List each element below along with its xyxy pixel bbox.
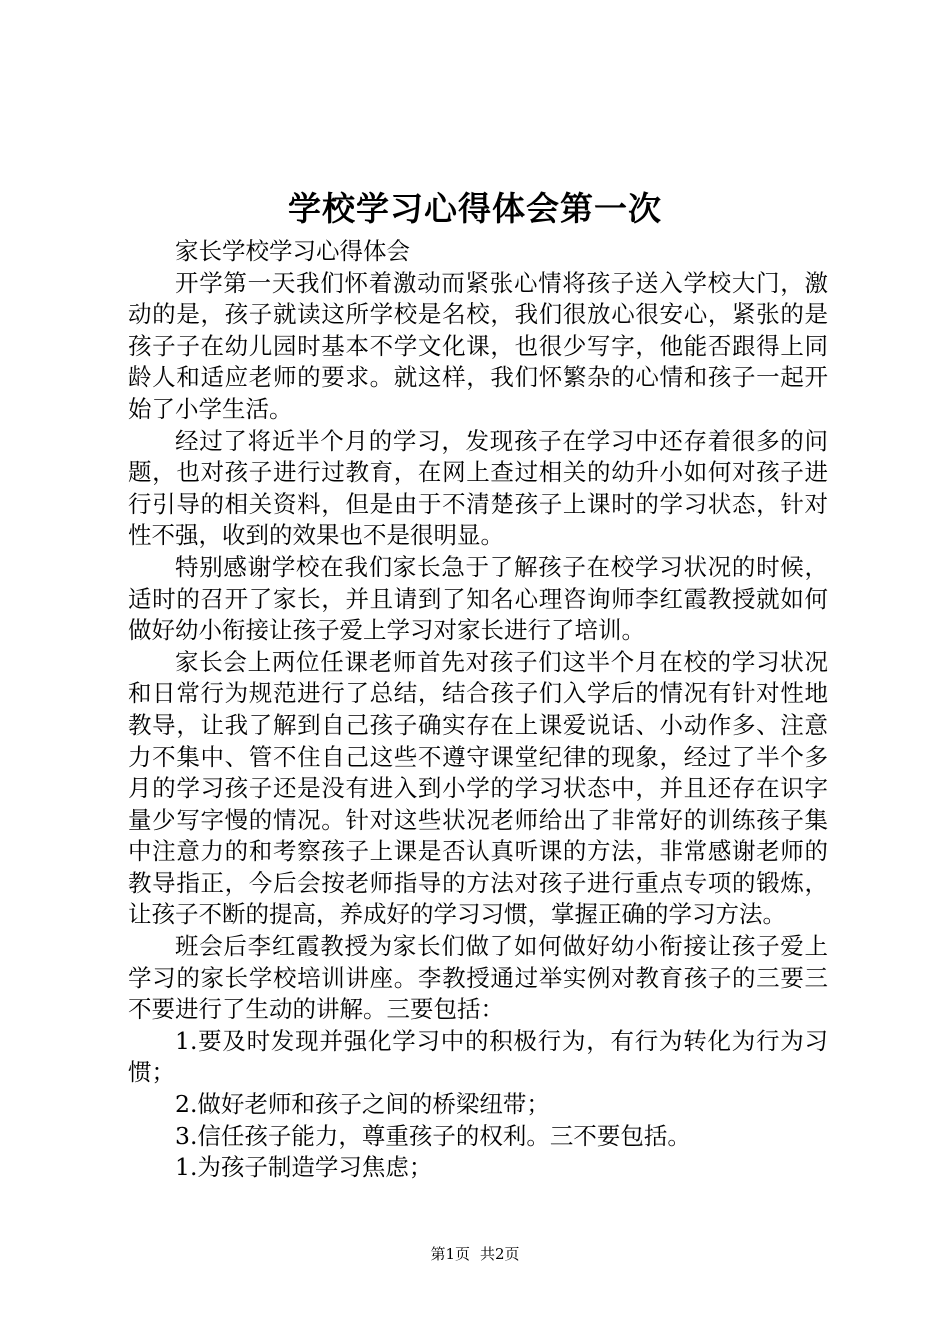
page-total: 共2页 bbox=[480, 1245, 520, 1263]
page-footer bbox=[0, 1244, 950, 1264]
list-item: 3.信任孩子能力，尊重孩子的权利。三不要包括。 bbox=[175, 1121, 691, 1150]
paragraph: 经过了将近半个月的学习，发现孩子在学习中还存着很多的问题，也对孩子进行过教育，在网上查过相关的幼升小如何对孩子进行引导的相关资料，但是由于不清楚孩子上课时的学习状态，针对性不强，收到的效果也不是很明显。 bbox=[128, 426, 828, 550]
list-item: 1.为孩子制造学习焦虑； bbox=[175, 1153, 433, 1182]
page-number: 第1页 bbox=[430, 1245, 470, 1263]
paragraph: 班会后李红霞教授为家长们做了如何做好幼小衔接让孩子爱上学习的家长学校培训讲座。李教授通过举实例对教育孩子的三要三不要进行了生动的讲解。三要包括： bbox=[128, 932, 828, 1024]
document-body bbox=[128, 236, 828, 1184]
document-title: 学校学习心得体会第一次 bbox=[288, 189, 662, 228]
paragraph: 特别感谢学校在我们家长急于了解孩子在校学习状况的时候，适时的召开了家长，并且请到了知名心理咨询师李红霞教授就如何做好幼小衔接让孩子爱上学习对家长进行了培训。 bbox=[128, 552, 828, 645]
paragraph: 家长会上两位任课老师首先对孩子们这半个月在校的学习状况和日常行为规范进行了总结，结合孩子们入学后的情况有针对性地教导，让我了解到自己孩子确实存在上课爱说话、小动作多、注意力不集中、管不住自己这些不遵守课堂纪律的现象，经过了半个多月的学习孩子还是没有进入到小学的学习状态中，并且还存在识字量少写字慢的情况。针对这些状况老师给出了非常好的训练孩子集中注意力的和考察孩子上课是否认真听课的方法，非常感谢老师的教导指正，今后会按老师指导的方法对孩子进行重点专项的锻炼，让孩子不断的提高，养成好的学习习惯，掌握正确的学习方法。 bbox=[128, 647, 828, 929]
list-item: 1.要及时发现并强化学习中的积极行为，有行为转化为行为习惯； bbox=[128, 1026, 828, 1087]
paragraph: 家长学校学习心得体会 bbox=[175, 237, 410, 265]
list-item: 2.做好老师和孩子之间的桥梁纽带； bbox=[175, 1090, 550, 1119]
paragraph: 开学第一天我们怀着激动而紧张心情将孩子送入学校大门，激动的是，孩子就读这所学校是名校，我们很放心很安心，紧张的是孩子子在幼儿园时基本不学文化课，也很少写字，他能否跟得上同龄人和适应老师的要求。就这样，我们怀繁杂的心情和孩子一起开始了小学生活。 bbox=[128, 268, 828, 423]
